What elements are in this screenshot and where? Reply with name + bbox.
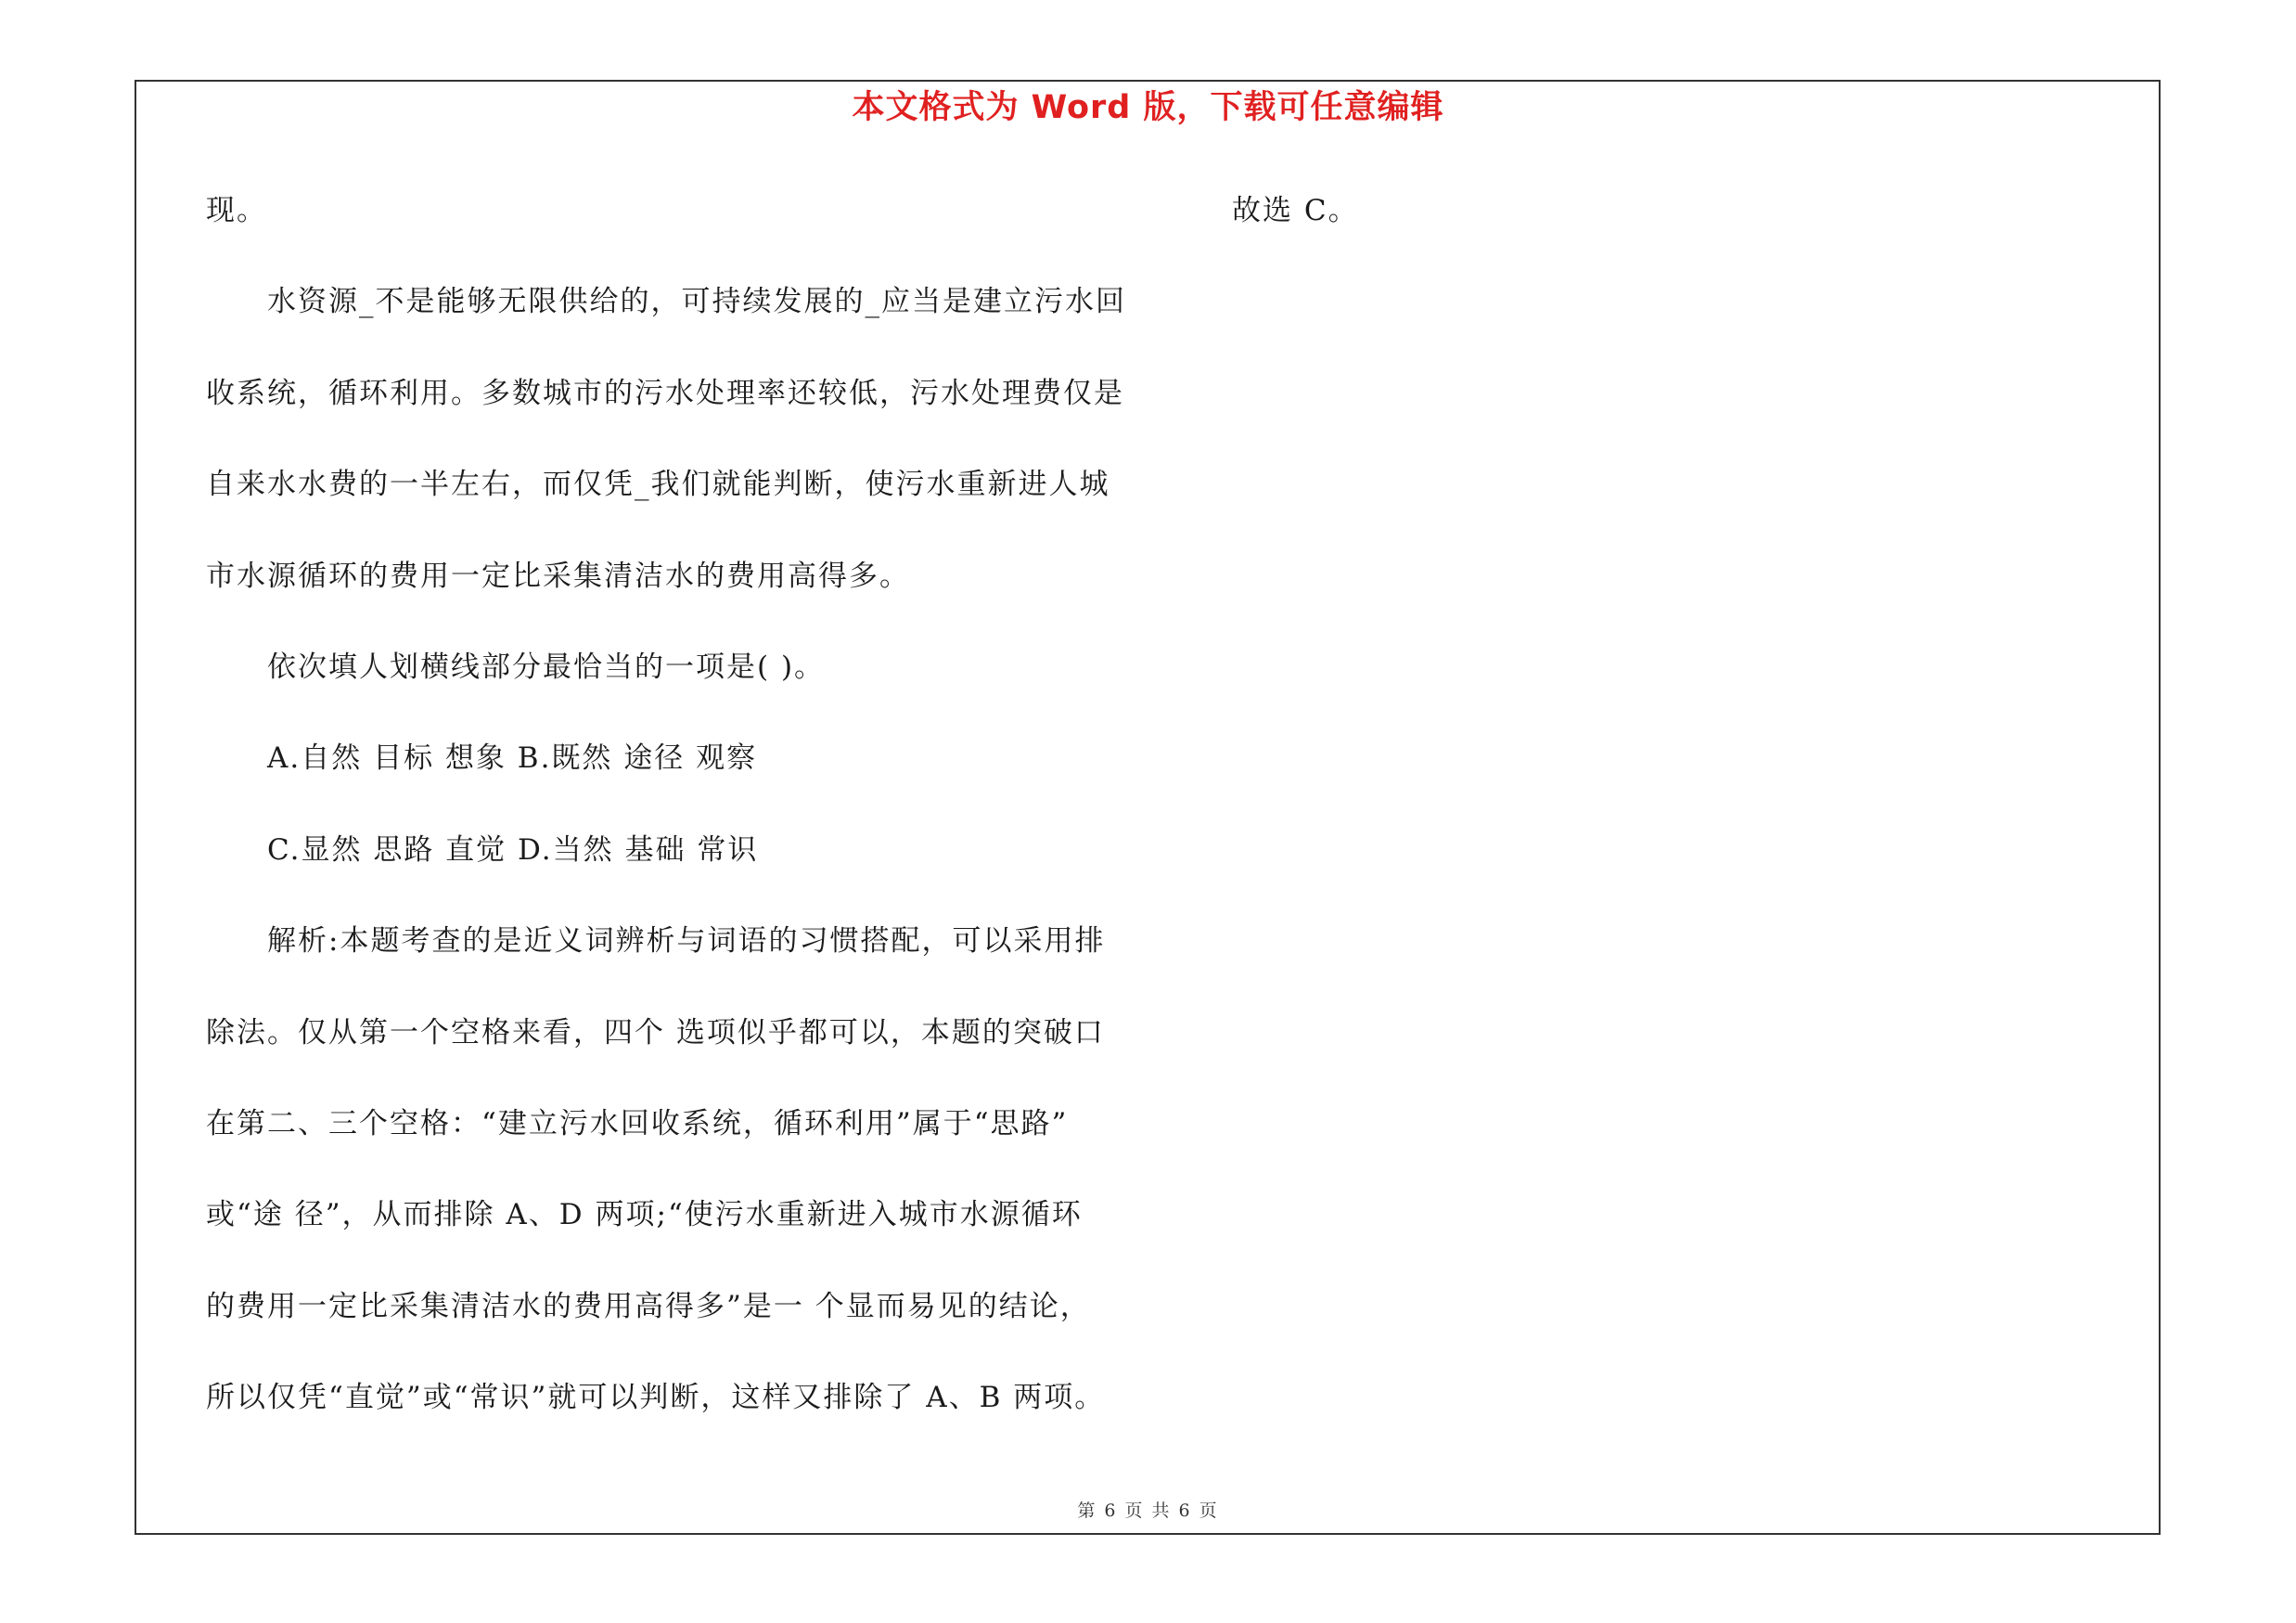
question-prompt: 依次填人划横线部分最恰当的一项是( )。 <box>267 650 826 684</box>
analysis-line: 的费用一定比采集清洁水的费用高得多”是一 个显而易见的结论， <box>206 1289 1091 1323</box>
answer-options-cd: C.显然 思路 直觉 D.当然 基础 常识 <box>267 832 759 867</box>
text-line: 水资源_不是能够无限供给的，可持续发展的_应当是建立污水回 <box>267 285 1126 319</box>
analysis-line: 解析:本题考查的是近义词辨析与词语的习惯搭配，可以采用排 <box>267 924 1106 959</box>
format-banner: 本文格式为 Word 版，下载可任意编辑 <box>852 89 1444 126</box>
page-number-footer: 第 6 页 共 6 页 <box>1077 1501 1219 1521</box>
analysis-line: 或“途 径”，从而排除 A、D 两项;“使污水重新进入城市水源循环 <box>206 1198 1083 1232</box>
left-text-column <box>206 190 1171 1468</box>
analysis-line: 除法。仅从第一个空格来看，四个 选项似乎都可以，本题的突破口 <box>206 1015 1105 1050</box>
text-line: 自来水水费的一半左右，而仅凭_我们就能判断，使污水重新进人城 <box>206 468 1110 502</box>
right-text-column <box>1232 190 2067 281</box>
analysis-line: 所以仅凭“直觉”或“常识”就可以判断，这样又排除了 A、B 两项。 <box>206 1381 1106 1415</box>
text-line: 现。 <box>206 194 267 227</box>
answer-conclusion: 故选 C。 <box>1232 194 1359 227</box>
answer-options-ab: A.自然 目标 想象 B.既然 途径 观察 <box>267 741 758 776</box>
text-line: 收系统，循环利用。多数城市的污水处理率还较低，污水处理费仅是 <box>206 376 1124 410</box>
text-line: 市水源循环的费用一定比采集清洁水的费用高得多。 <box>206 559 910 593</box>
analysis-line: 在第二、三个空格：“建立污水回收系统，循环利用”属于“思路” <box>206 1106 1069 1140</box>
